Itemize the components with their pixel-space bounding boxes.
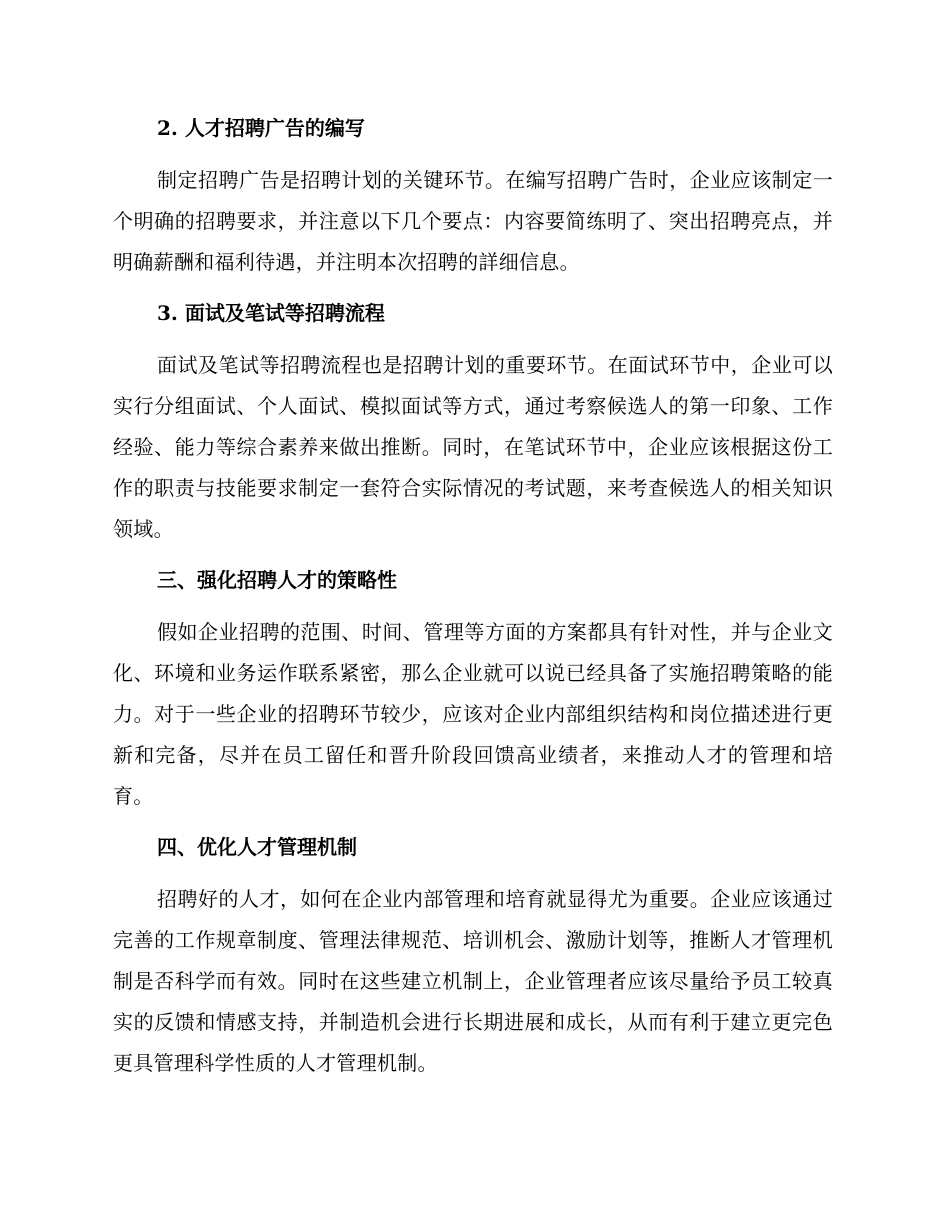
section-paragraph-interview-process: 面试及笔试等招聘流程也是招聘计划的重要环节。在面试环节中，企业可以实行分组面试、个人面试、模拟面试等方式，通过考察候选人的第一印象、工作经验、能力等综合素养来做出推断。同时，在笔试环节中，企业应该根据这份工作的职责与技能要求制定一套符合实际情况的考试题，来考查候选人的相关知识领域。 [113,353,833,541]
section-heading-interview-process: 3. 面试及笔试等招聘流程 [157,301,385,325]
section-heading-talent-management: 四、优化人才管理机制 [157,835,357,859]
section-paragraph-recruitment-ad: 制定招聘广告是招聘计划的关键环节。在编写招聘广告时，企业应该制定一个明确的招聘要求，并注意以下几个要点：内容要简练明了、突出招聘亮点，并明确薪酬和福利待遇，并注明本次招聘的詳细信息。 [113,168,833,274]
section-paragraph-talent-management: 招聘好的人才，如何在企业内部管理和培育就显得尤为重要。企业应该通过完善的工作规章制度、管理法律规范、培训机会、激励计划等，推断人才管理机制是否科学而有效。同时在这些建立机制上，企业管理者应该尽量给予员工较真实的反馈和情感支持，并制造机会进行长期进展和成长，从而有利于建立更完色更具管理科学性质的人才管理机制。 [113,887,833,1075]
section-heading-recruitment-ad: 2. 人才招聘广告的编写 [157,116,365,140]
document-body [113,108,833,1084]
section-paragraph-strategy: 假如企业招聘的范围、时间、管理等方面的方案都具有针对性，并与企业文化、环境和业务运作联系紧密，那么企业就可以说已经具备了实施招聘策略的能力。对于一些企业的招聘环节较少，应该对企业内部组织结构和岗位描述进行更新和完备，尽并在员工留任和晋升阶段回馈高业绩者，来推动人才的管理和培育。 [113,620,833,808]
section-heading-strategy: 三、强化招聘人才的策略性 [157,568,397,592]
